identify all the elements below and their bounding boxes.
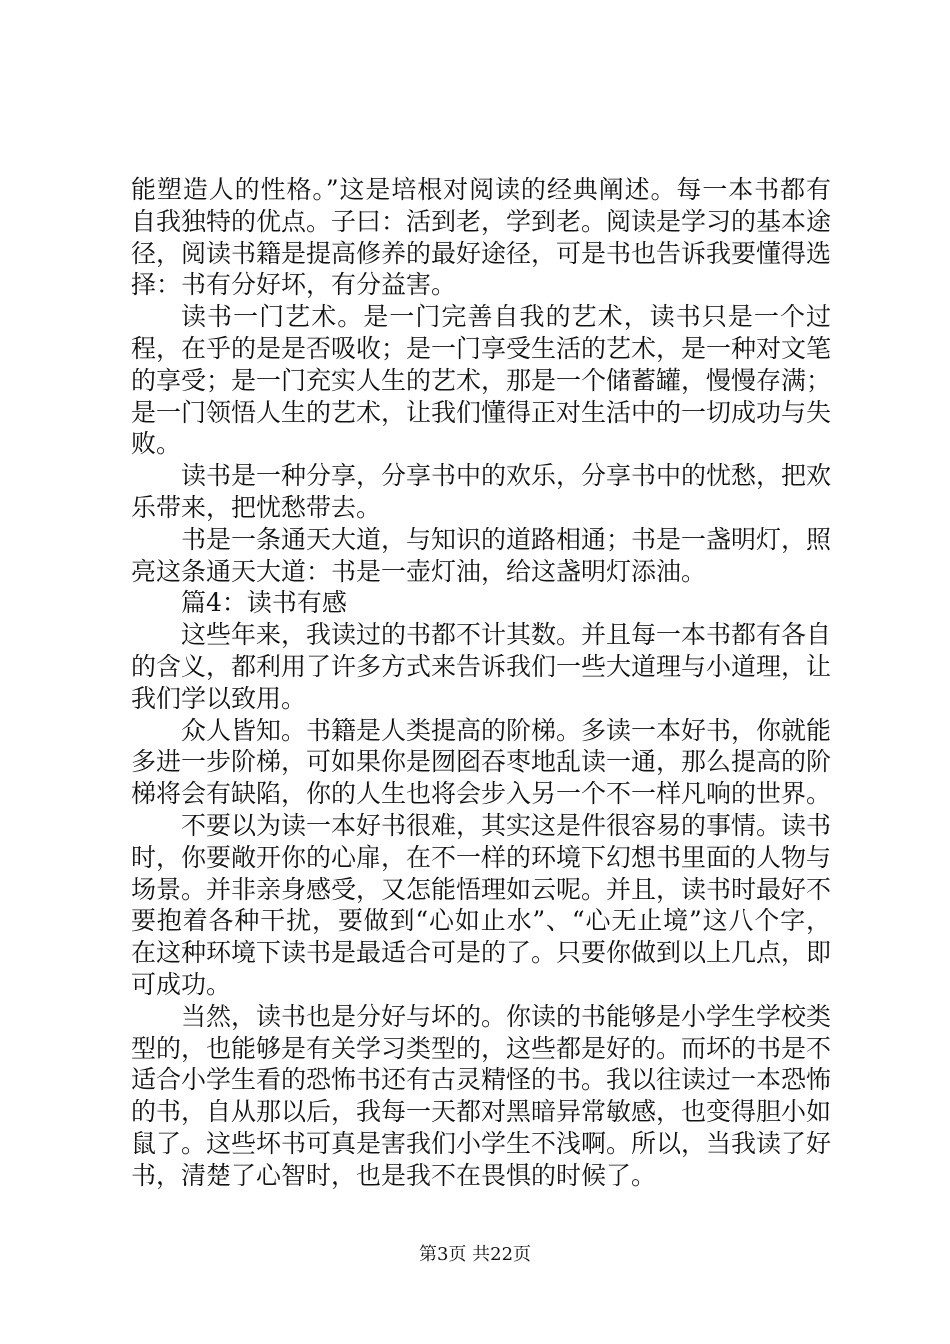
paragraph: 当然，读书也是分好与坏的。你读的书能够是小学生学校类型的，也能够是有关学习类型的，这些都是好的。而坏的书是不适合小学生看的恐怖书还有古灵精怪的书。我以往读过一本恐怖的书，自从那以后，我每一天都对黑暗异常敏感，也变得胆小如鼠了。这些坏书可真是害我们小学生不浅啊。所以，当我读了好书，清楚了心智时，也是我不在畏惧的时候了。 [131, 1001, 832, 1190]
document-body [131, 174, 831, 1192]
paragraph: 众人皆知。书籍是人类提高的阶梯。多读一本好书，你就能多进一步阶梯，可如果你是囫囵吞枣地乱读一通，那么提高的阶梯将会有缺陷，你的人生也将会步入另一个不一样凡响的世界。 [131, 715, 832, 809]
paragraph: 书是一条通天大道，与知识的道路相通；书是一盏明灯，照亮这条通天大道：书是一壶灯油，给这盏明灯添油。 [131, 524, 832, 586]
paragraph: 能塑造人的性格。”这是培根对阅读的经典阐述。每一本书都有自我独特的优点。子曰：活到老，学到老。阅读是学习的基本途径，阅读书籍是提高修养的最好途径，可是书也告诉我要懂得选择：书有分好坏，有分益害。 [131, 175, 832, 300]
paragraph: 读书是一种分享，分享书中的欢乐，分享书中的忧愁，把欢乐带来，把忧愁带去。 [131, 461, 832, 522]
paragraph: 不要以为读一本好书很难，其实这是件很容易的事情。读书时，你要敞开你的心扉，在不一样的环境下幻想书里面的人物与场景。并非亲身感受，又怎能悟理如云呢。并且，读书时最好不要抱着各种干扰，要做到“心如止水”、“心无止境”这八个字，在这种环境下读书是最适合可是的了。只要你做到以上几点，即可成功。 [131, 810, 832, 999]
page-footer: 第3页 共22页 [418, 1244, 532, 1265]
paragraph: 这些年来，我读过的书都不计其数。并且每一本书都有各自的含义，都利用了许多方式来告诉我们一些大道理与小道理，让我们学以致用。 [131, 620, 832, 713]
section-heading: 篇4：读书有感 [181, 588, 347, 618]
paragraph: 读书一门艺术。是一门完善自我的艺术，读书只是一个过程，在乎的是是否吸收；是一门享受生活的艺术，是一种对文笔的享受；是一门充实人生的艺术，那是一个储蓄罐，慢慢存满；是一门领悟人生的艺术，让我们懂得正对生活中的一切成功与失败。 [131, 302, 832, 459]
